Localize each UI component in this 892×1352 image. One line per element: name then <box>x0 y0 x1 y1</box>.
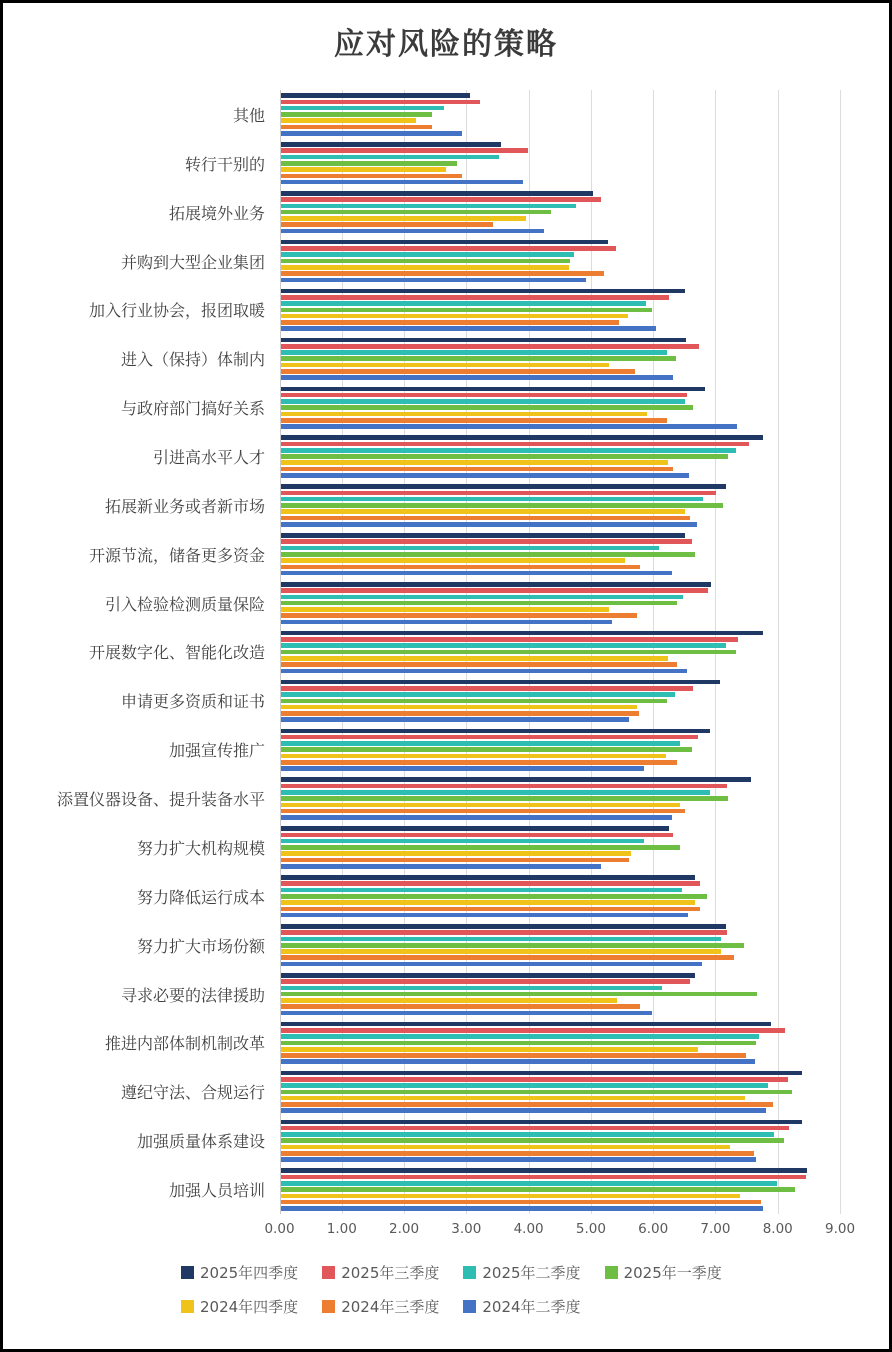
x-axis-tick-label: 9.00 <box>824 1221 856 1237</box>
bar <box>281 131 463 136</box>
category-label: 加强质量体系建设 <box>136 1132 265 1152</box>
category-label: 拓展境外业务 <box>168 203 265 223</box>
x-axis-tick-label: 0.00 <box>264 1221 295 1237</box>
x-axis-tick-label: 3.00 <box>451 1221 482 1237</box>
bar <box>281 1071 803 1076</box>
bar-group <box>281 188 842 237</box>
bar <box>281 826 670 831</box>
x-axis-tick-label: 7.00 <box>700 1221 731 1237</box>
bar <box>281 571 672 576</box>
bar <box>281 803 680 808</box>
category-label: 努力扩大市场份额 <box>136 936 265 956</box>
bar <box>281 1181 777 1186</box>
bar <box>281 1047 698 1052</box>
bar <box>281 741 680 746</box>
legend-label: 2024年四季度 <box>200 1298 299 1316</box>
bar <box>281 216 526 221</box>
legend-label: 2025年四季度 <box>200 1264 299 1282</box>
bar <box>281 1126 790 1131</box>
bar <box>281 356 676 361</box>
bar <box>281 613 637 618</box>
bar <box>281 777 752 782</box>
bar-group <box>281 481 842 530</box>
legend-label: 2024年二季度 <box>482 1298 581 1316</box>
bar <box>281 1028 785 1033</box>
bar <box>281 191 593 196</box>
category-label: 转行干别的 <box>184 154 265 174</box>
bar <box>281 497 703 502</box>
bar <box>281 516 690 521</box>
legend-item <box>181 1296 298 1317</box>
bar <box>281 1157 756 1162</box>
bar <box>281 729 711 734</box>
plot-area <box>3 3 889 1349</box>
category-label: 加强人员培训 <box>168 1181 265 1201</box>
bar <box>281 558 625 563</box>
bar <box>281 442 750 447</box>
bar <box>281 1022 771 1027</box>
bar <box>281 278 586 283</box>
category-label: 引进高水平人才 <box>152 448 265 467</box>
bar <box>281 155 500 160</box>
bar <box>281 1004 640 1009</box>
bar <box>281 565 641 570</box>
bar <box>281 699 668 704</box>
bar <box>281 1120 803 1125</box>
bar <box>281 112 433 117</box>
category-label: 遵纪守法、合规运行 <box>120 1083 265 1103</box>
bar <box>281 620 612 625</box>
bar <box>281 595 684 600</box>
bar <box>281 125 433 130</box>
bar <box>281 1175 806 1180</box>
bar <box>281 222 494 227</box>
bar <box>281 412 648 417</box>
bar <box>281 875 696 880</box>
bar <box>281 845 681 850</box>
bar <box>281 900 695 905</box>
bar <box>281 631 763 636</box>
bar <box>281 399 685 404</box>
bar <box>281 350 668 355</box>
x-axis-tick-label: 6.00 <box>638 1221 669 1237</box>
bar <box>281 301 647 306</box>
bar <box>281 118 416 123</box>
bar <box>281 546 660 551</box>
bar <box>281 766 644 771</box>
bar <box>281 930 728 935</box>
bar <box>281 986 662 991</box>
bar <box>281 246 616 251</box>
legend-label: 2025年一季度 <box>623 1264 722 1282</box>
bar <box>281 1077 789 1082</box>
bar <box>281 1132 774 1137</box>
legend-swatch-icon <box>605 1266 618 1279</box>
bar <box>281 448 737 453</box>
bar <box>281 907 700 912</box>
legend-swatch-icon <box>181 1266 194 1279</box>
bar-group <box>281 725 842 774</box>
bar-group <box>281 1116 842 1165</box>
bar <box>281 326 657 331</box>
bar <box>281 760 678 765</box>
category-label: 加强宣传推广 <box>168 741 265 761</box>
legend-swatch-icon <box>181 1300 194 1313</box>
bar <box>281 308 653 313</box>
bar <box>281 295 670 300</box>
bar-group <box>281 1019 842 1068</box>
category-label: 开展数字化、智能化改造 <box>88 643 265 663</box>
bar <box>281 784 728 789</box>
bar <box>281 271 604 276</box>
bar-group <box>281 774 842 823</box>
bar <box>281 210 552 215</box>
category-label: 加入行业协会，报团取暖 <box>88 301 265 321</box>
bar-group <box>281 383 842 432</box>
bar <box>281 851 631 856</box>
bar <box>281 1194 741 1199</box>
category-label: 开源节流，储备更多资金 <box>88 545 265 565</box>
legend-item <box>463 1262 580 1283</box>
category-label: 其他 <box>232 105 265 125</box>
bar <box>281 962 702 967</box>
bar <box>281 796 728 801</box>
legend-swatch-icon <box>322 1266 335 1279</box>
bar <box>281 229 544 234</box>
bar <box>281 588 708 593</box>
category-label: 寻求必要的法律援助 <box>120 985 265 1005</box>
bar <box>281 93 471 98</box>
bar <box>281 369 636 374</box>
bar <box>281 686 694 691</box>
legend-swatch-icon <box>463 1266 476 1279</box>
bar <box>281 717 630 722</box>
legend <box>181 1262 722 1317</box>
bar <box>281 1034 760 1039</box>
bar <box>281 1059 756 1064</box>
bar <box>281 338 686 343</box>
bar <box>281 747 692 752</box>
bar <box>281 503 723 508</box>
bar <box>281 1011 652 1016</box>
bar-group <box>281 1067 842 1116</box>
category-label: 进入（保持）体制内 <box>120 350 265 370</box>
bar <box>281 424 738 429</box>
bar <box>281 314 629 319</box>
bar <box>281 601 677 606</box>
x-axis-tick-label: 2.00 <box>389 1221 420 1237</box>
bar <box>281 790 710 795</box>
bar <box>281 943 745 948</box>
bar <box>281 1206 763 1211</box>
bar <box>281 680 720 685</box>
bar-group <box>281 579 842 628</box>
bar <box>281 522 698 527</box>
bar-group <box>281 90 842 139</box>
category-label: 与政府部门搞好关系 <box>120 399 265 419</box>
bar <box>281 643 727 648</box>
legend-label: 2024年三季度 <box>341 1298 440 1316</box>
bar <box>281 161 458 166</box>
bar <box>281 1187 795 1192</box>
bar <box>281 252 575 257</box>
bar <box>281 735 699 740</box>
bar-group <box>281 530 842 579</box>
legend-label: 2025年三季度 <box>341 1264 440 1282</box>
bar <box>281 418 668 423</box>
bar-group <box>281 628 842 677</box>
bar <box>281 881 701 886</box>
bar <box>281 998 618 1003</box>
bar-group <box>281 1165 842 1214</box>
bar <box>281 955 734 960</box>
bar-group <box>281 921 842 970</box>
chart-title: 应对风险的策略 <box>334 27 558 62</box>
legend-swatch-icon <box>463 1300 476 1313</box>
category-label: 努力扩大机构规模 <box>136 838 265 858</box>
bar <box>281 833 674 838</box>
bar <box>281 204 577 209</box>
bar <box>281 992 757 997</box>
bar <box>281 491 717 496</box>
bar <box>281 320 620 325</box>
bar <box>281 894 708 899</box>
bar <box>281 656 668 661</box>
legend-item <box>181 1262 298 1283</box>
bar <box>281 106 445 111</box>
bar <box>281 174 462 179</box>
bar <box>281 669 687 674</box>
bar <box>281 705 637 710</box>
bar <box>281 1096 746 1101</box>
bar <box>281 435 764 440</box>
bar-group <box>281 432 842 481</box>
bar <box>281 148 528 153</box>
bar <box>281 888 682 893</box>
legend-label: 2025年二季度 <box>482 1264 581 1282</box>
bar <box>281 539 692 544</box>
legend-swatch-icon <box>322 1300 335 1313</box>
category-label: 添置仪器设备、提升装备水平 <box>56 790 265 810</box>
bar <box>281 454 729 459</box>
category-label: 努力降低运行成本 <box>136 887 265 907</box>
bar <box>281 142 501 147</box>
bar-group <box>281 970 842 1019</box>
bar <box>281 1200 761 1205</box>
bar <box>281 473 690 478</box>
bar <box>281 692 675 697</box>
bar <box>281 484 727 489</box>
bar <box>281 405 693 410</box>
bar <box>281 375 674 380</box>
x-axis-tick-label: 5.00 <box>575 1221 606 1237</box>
bar <box>281 1053 747 1058</box>
bar <box>281 949 722 954</box>
bar <box>281 711 639 716</box>
bar <box>281 289 685 294</box>
bar <box>281 363 610 368</box>
bar <box>281 1102 774 1107</box>
x-axis-tick-label: 1.00 <box>326 1221 357 1237</box>
bar <box>281 344 700 349</box>
bar <box>281 1151 755 1156</box>
category-label: 推进内部体制机制改革 <box>104 1034 265 1054</box>
bar <box>281 582 712 587</box>
bar <box>281 180 524 185</box>
bar <box>281 815 672 820</box>
category-label: 引入检验检测质量保险 <box>104 594 265 614</box>
bar <box>281 662 678 667</box>
bar <box>281 393 687 398</box>
bar <box>281 839 644 844</box>
x-axis-tick-label: 4.00 <box>513 1221 544 1237</box>
bar <box>281 607 610 612</box>
bar <box>281 809 685 814</box>
bar <box>281 754 667 759</box>
bar <box>281 552 695 557</box>
x-axis-tick-label: 8.00 <box>762 1221 793 1237</box>
bar-group <box>281 237 842 286</box>
legend-item <box>322 1262 439 1283</box>
bar <box>281 973 695 978</box>
bar <box>281 460 668 465</box>
bar <box>281 924 727 929</box>
category-label: 并购到大型企业集团 <box>120 252 265 272</box>
bar <box>281 387 705 392</box>
bar <box>281 858 629 863</box>
bar <box>281 650 736 655</box>
category-label: 拓展新业务或者新市场 <box>104 496 265 516</box>
bar <box>281 1041 757 1046</box>
bar <box>281 979 691 984</box>
bar <box>281 1138 784 1143</box>
bar-group <box>281 872 842 921</box>
bar <box>281 1108 766 1113</box>
bar <box>281 259 571 264</box>
legend-item <box>605 1262 722 1283</box>
legend-item <box>463 1296 580 1317</box>
bar <box>281 509 685 514</box>
bar <box>281 1090 792 1095</box>
bar <box>281 1168 807 1173</box>
bar <box>281 1145 731 1150</box>
bar <box>281 100 481 105</box>
category-label: 申请更多资质和证书 <box>120 692 265 712</box>
bar <box>281 197 602 202</box>
bar <box>281 864 601 869</box>
bar <box>281 167 447 172</box>
bar <box>281 467 674 472</box>
bar-group <box>281 285 842 334</box>
bar <box>281 265 569 270</box>
bar-group <box>281 139 842 188</box>
bar-group <box>281 676 842 725</box>
bar-group <box>281 334 842 383</box>
legend-item <box>322 1296 439 1317</box>
bar-group <box>281 823 842 872</box>
bar <box>281 533 686 538</box>
bar <box>281 913 688 918</box>
bar <box>281 240 609 245</box>
bar <box>281 937 722 942</box>
bar <box>281 1083 769 1088</box>
bar <box>281 637 739 642</box>
